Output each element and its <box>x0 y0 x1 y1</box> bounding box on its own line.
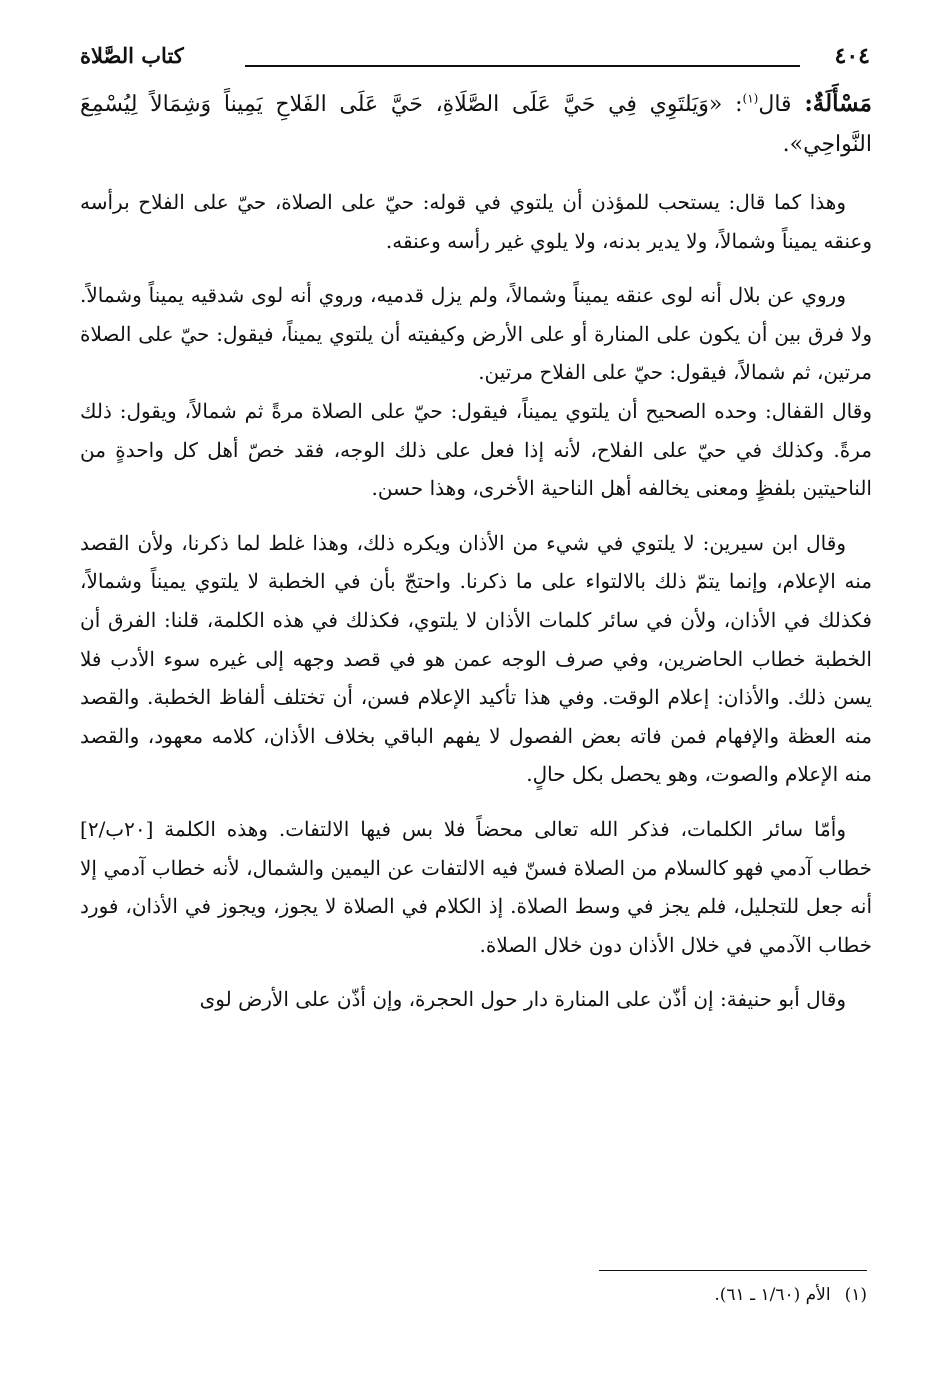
header-rule <box>245 65 800 67</box>
issue-quote: : «وَيَلتَوِي فِي حَيَّ عَلَى الصَّلَاةِ، حَيَّ عَلَى الفَلاحِ يَمِيناً وَشِمَالاً لِيُسْمِعَ النَّواحِي». <box>80 92 872 157</box>
paragraph-3: وقال القفال: وحده الصحيح أن يلتوي يميناً، فيقول: حيّ على الصلاة مرةً ثم شمالاً، ويقول: ذلك مرةً. وكذلك في حيّ على الفلاح، لأنه إذا فعل على ذلك الوجه، فقد خصّ أهل كل واحدةٍ من الناحيتين بلفظٍ ومعنى يخالفه أهل الناحية الأخرى، وهذا حسن. <box>80 398 872 501</box>
issue-label: مَسْأَلَةٌ: <box>804 90 872 117</box>
issue-paragraph <box>80 84 872 165</box>
footnote-rule <box>599 1270 867 1271</box>
footnote <box>75 1282 867 1308</box>
paragraph-1: وهذا كما قال: يستحب للمؤذن أن يلتوي في قوله: حيّ على الصلاة، حيّ على الفلاح برأسه وعنقه يميناً وشمالاً، ولا يدير بدنه، ولا يلوي غير رأسه وعنقه. <box>80 190 872 253</box>
paragraph-5: وأمّا سائر الكلمات، فذكر الله تعالى محضاً فلا بس فيها الالتفات. وهذه الكلمة [٢٠ب/٢] خطاب آدمي فهو كالسلام من الصلاة فسنّ فيه الالتفات عن اليمين والشمال، لأنه خطاب آدمي إلا أنه جعل للتجليل، فلم يجز في وسط الصلاة. إذ الكلام في الصلاة لا يجوز، ويجوز في الأذان، فورد خطاب الآدمي في خلال الأذان دون خلال الصلاة. <box>80 816 872 957</box>
footnote-ref: (١) <box>742 91 759 106</box>
book-title: كتاب الصَّلاة <box>80 43 184 68</box>
page-number: ٤٠٤ <box>834 43 870 69</box>
issue-lead: قال <box>758 92 792 117</box>
paragraph-6: وقال أبو حنيفة: إن أذّن على المنارة دار حول الحجرة، وإن أذّن على الأرض لوى <box>199 987 846 1012</box>
page-header <box>80 38 870 78</box>
footnote-number: (١) <box>844 1285 867 1305</box>
paragraph-2: وروي عن بلال أنه لوى عنقه يميناً وشمالاً، ولم يزل قدميه، وروي أنه لوى شدقيه يميناً وشمالاً. ولا فرق بين أن يكون على المنارة أو على الأرض وكيفيته أن يلتوي يميناً، فيقول: حيّ على الصلاة مرتين، ثم شمالاً، فيقول: حيّ على الفلاح مرتين. <box>80 283 872 385</box>
paragraph-4: وقال ابن سيرين: لا يلتوي في شيء من الأذان ويكره ذلك، وهذا غلط لما ذكرنا، ولأن القصد منه الإعلام، وإنما يتمّ ذلك بالالتواء على ما ذكرنا. واحتجّ بأن في الخطبة لا يلتوي يميناً وشمالاً، فكذلك في الأذان، ولأن في سائر كلمات الأذان لا يلتوي، فكذلك في هذه الكلمة، قلنا: الفرق أن الخطبة خطاب الحاضرين، وفي صرف الوجه عمن هو في قصد وجهه إلى غيره سوء الأدب فلا يسن ذلك. والأذان: إعلام الوقت. وفي هذا تأكيد الإعلام فسن، أن تختلف ألفاظ الخطبة. والقصد منه العظة والإفهام فمن فاته بعض الفصول لا يفهم الباقي بخلاف الأذان، كلامه معهود، والقصد منه الإعلام والصوت، وهو يحصل بكل حالٍ. <box>80 530 872 787</box>
footnote-text: الأم (١/٦٠ ـ ٦١). <box>714 1285 831 1305</box>
main-text <box>80 84 872 1035</box>
